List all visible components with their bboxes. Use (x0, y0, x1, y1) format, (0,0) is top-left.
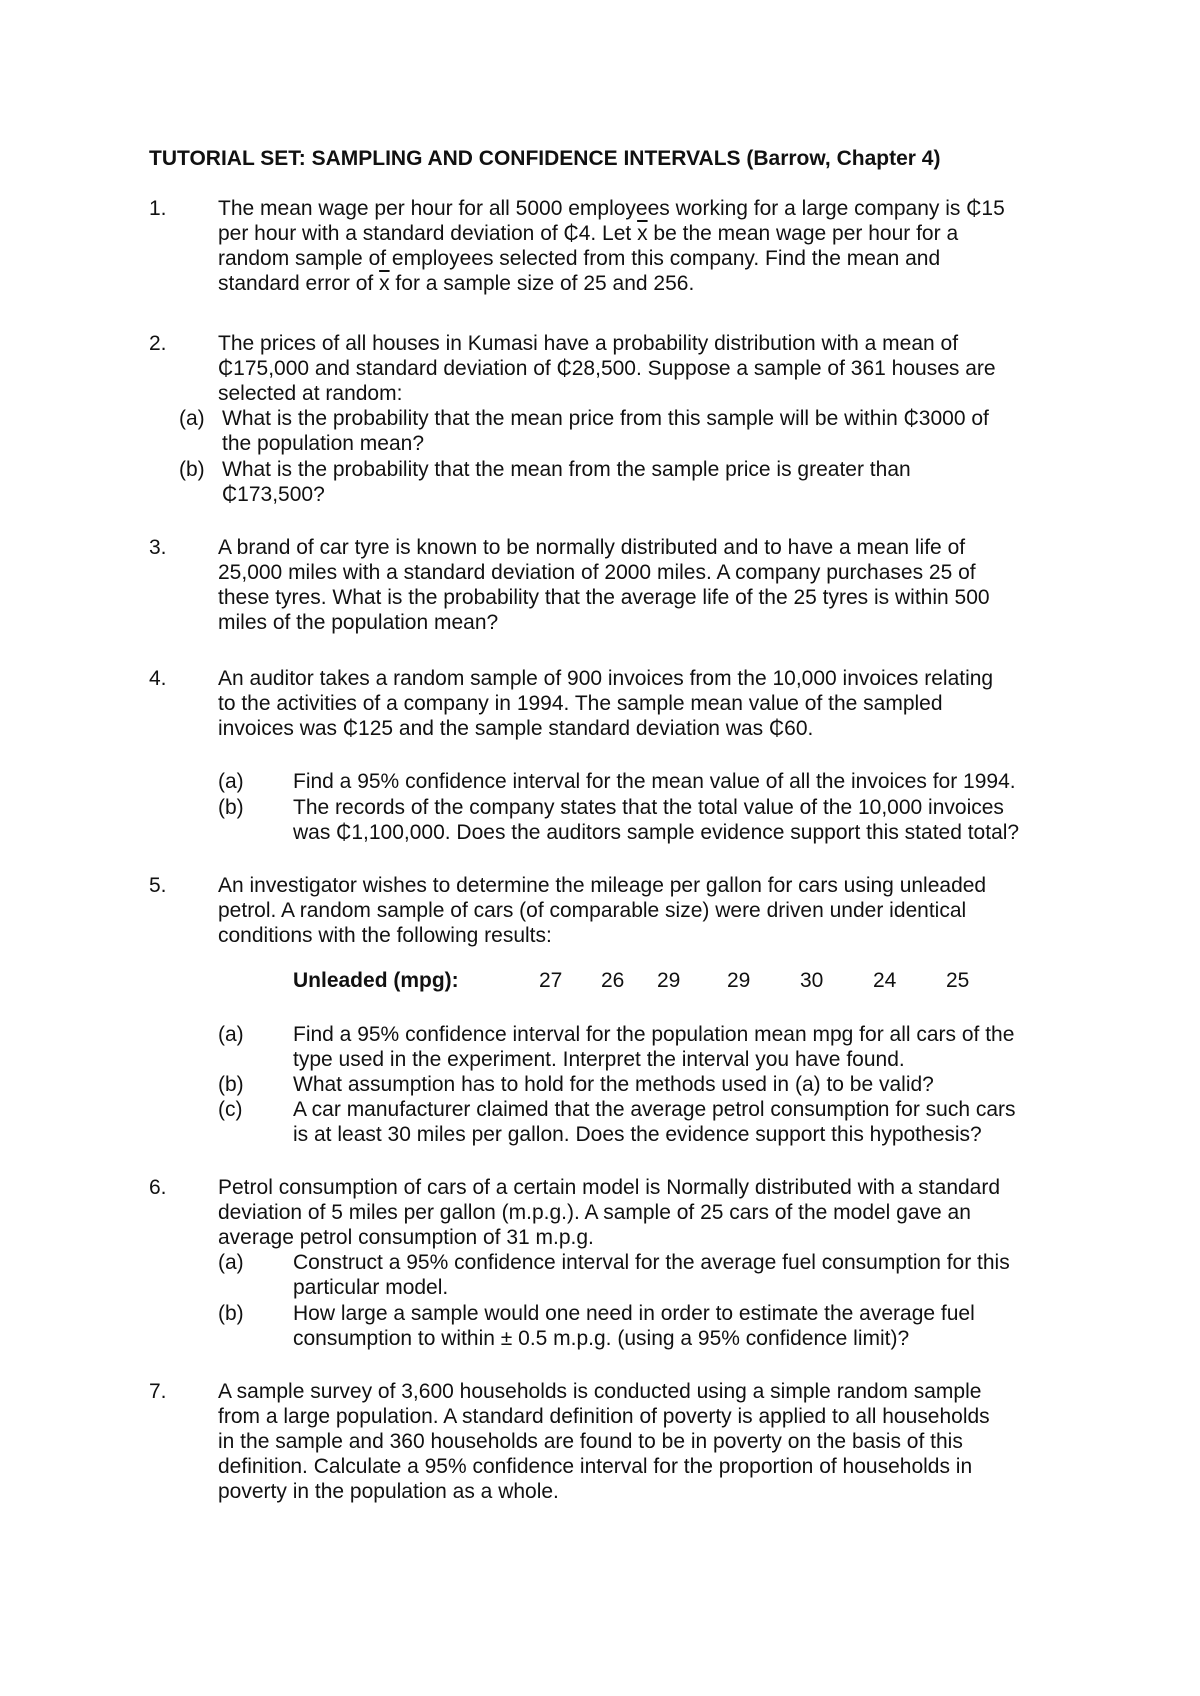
part-label: (b) (218, 796, 244, 819)
x-bar-symbol: $\overline{x}$ (379, 272, 390, 295)
part-label: (b) (218, 1302, 244, 1325)
part-label: (b) (218, 1073, 244, 1096)
question-text: A brand of car tyre is known to be normally distributed and to have a mean life of 25,000 miles with a standard deviation of 2000 miles. A company purchases 25 of these tyres. What is the probability that the average life of the 25 tyres is within 500 miles of the population mean? (218, 536, 990, 634)
part-label: (a) (218, 1251, 244, 1274)
page-title: TUTORIAL SET: SAMPLING AND CONFIDENCE INTERVALS (Barrow, Chapter 4) (149, 147, 941, 170)
question-number: 3. (149, 536, 167, 559)
question-number: 7. (149, 1380, 167, 1403)
question-text: An auditor takes a random sample of 900 invoices from the 10,000 invoices relating to the activities of a company in 1994. The sample mean value of the sampled invoices was ₵125 and the sample standard deviation was ₵60. (218, 667, 994, 740)
data-value: 25 (946, 969, 970, 992)
question-text: The prices of all houses in Kumasi have a probability distribution with a mean of ₵175,000 and standard deviation of ₵28,500. Suppose a sample of 361 houses are selected at random: (218, 332, 996, 405)
question-number: 2. (149, 332, 167, 355)
part-label: (a) (218, 770, 244, 793)
question-number: 1. (149, 197, 167, 220)
data-label: Unleaded (mpg): (293, 969, 459, 992)
question-text: A sample survey of 3,600 households is conducted using a simple random sample from a large population. A standard definition of poverty is applied to all households in the sample and 360 households are found to be in poverty on the basis of this definition. Calculate a 95% confidence interval for the proportion of households in poverty in the population as a whole. (218, 1380, 990, 1503)
data-value: 27 (539, 969, 563, 992)
x-bar-symbol: $\overline{x}$ (637, 222, 648, 245)
data-value: 29 (727, 969, 751, 992)
part-label: (a) (179, 407, 205, 430)
question-number: 5. (149, 874, 167, 897)
data-value: 24 (873, 969, 897, 992)
question-text: The mean wage per hour for all 5000 employees working for a large company is ₵15 per hour with a standard deviation of ₵4. Let $\overline{x}$ be the mean wage per hour for a random sample of employees selected from this company. Find the mean and standard error of $\overline{x}$ for a sample size of 25 and 256. (218, 197, 1005, 295)
data-value: 29 (657, 969, 681, 992)
question-text: Petrol consumption of cars of a certain model is Normally distributed with a standard deviation of 5 miles per gallon (m.p.g.). A sample of 25 cars of the model gave an average petrol consumption of 31 m.p.g. (218, 1176, 1001, 1249)
question-number: 6. (149, 1176, 167, 1199)
question-number: 4. (149, 667, 167, 690)
data-value: 26 (601, 969, 625, 992)
document-page: TUTORIAL SET: SAMPLING AND CONFIDENCE INTERVALS (Barrow, Chapter 4) 1. The mean wage per hour for all 5000 employees working for a large company is ₵15 per hour with a standard deviation of ₵4. Let $\overline{x}$ be the mean wage per hour for a random sample of employees selected from this company. Find the mean and standard error of $\overline{x}$ for a sample size of 25 and 256. 2. The prices of all houses in Kumasi have a probability distribution with a mean of ₵175,000 and standard deviation of ₵28,500. Suppose a sample of 361 houses are selected at random: (a) What is the probability that the mean price from this sample will be within ₵3000 of the population mean? (b) What is the probability that the mean from the sample price is greater than ₵173,500? 3. A brand of car tyre is known to be normally distributed and to have a mean life of 25,000 miles with a standard deviation of 2000 miles. A company purchases 25 of these tyres. What is the probability that the average life of the 25 tyres is within 500 miles of the population mean? 4. An auditor takes a random sample of 900 invoices from the 10,000 invoices relating to the activities of a company in 1994. The sample mean value of the sampled invoices was ₵125 and the sample standard deviation was ₵60. (a) Find a 95% confidence interval for the mean value of all the invoices for 1994. (b) The records of the company states that the total value of the 10,000 invoices was ₵1,100,000. Does the auditors sample evidence support this stated total? 5. An investigator wishes to determine the mileage per gallon for cars using unleaded petrol. A random sample of cars (of comparable size) were driven under identical conditions with the following results: Unleaded (mpg): 27 26 29 29 30 24 25 (a) Find a 95% confidence interval for the population mean mpg for all cars of the type used in the experiment. Interpret the interval you have found. (b) What assumption has to hold for the methods used in (a) to be valid? (c) A car manufacturer claimed that the average petrol consumption for such cars is at least 30 miles per gallon. Does the evidence support this hypothesis? 6. Petrol consumption of cars of a certain model is Normally distributed with a standard deviation of 5 miles per gallon (m.p.g.). A sample of 25 cars of the model gave an average petrol consumption of 31 m.p.g. (a) Construct a 95% confidence interval for the average fuel consumption for this particular model. (b) How large a sample would one need in order to estimate the average fuel consumption to within ± 0.5 m.p.g. (using a 95% confidence limit)? 7. A sample survey of 3,600 households is conducted using a simple random sample from a large population. A standard definition of poverty is applied to all households in the sample and 360 households are found to be in poverty on the basis of this definition. Calculate a 95% confidence interval for the proportion of households in poverty in the population as a whole. (0, 0, 1200, 1696)
data-value: 30 (800, 969, 824, 992)
part-label: (b) (179, 458, 205, 481)
question-text: An investigator wishes to determine the mileage per gallon for cars using unleaded petrol. A random sample of cars (of comparable size) were driven under identical conditions with the following results: (218, 874, 987, 947)
part-label: (c) (218, 1098, 243, 1121)
part-label: (a) (218, 1023, 244, 1046)
